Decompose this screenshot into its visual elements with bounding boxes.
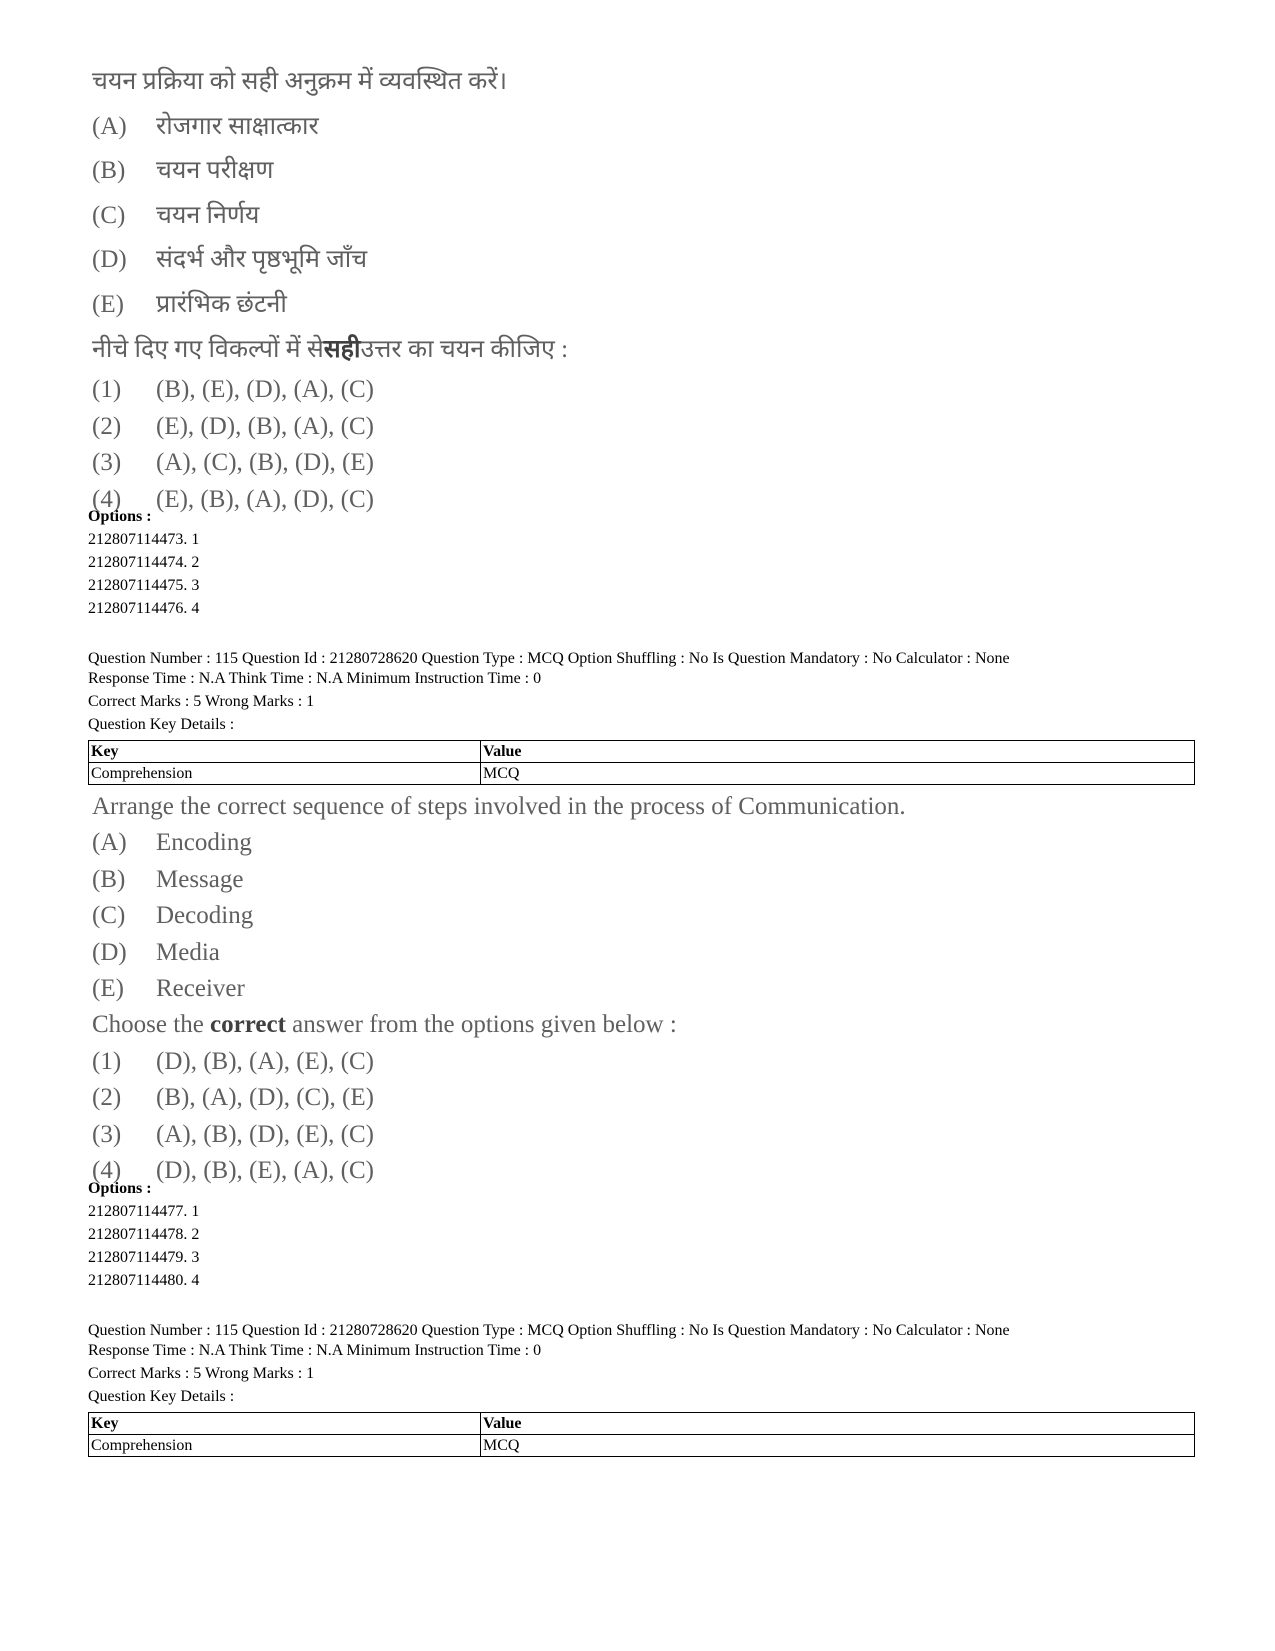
- choice-item: [92, 1044, 906, 1080]
- cell-key: Comprehension: [89, 1435, 481, 1457]
- item-text: Decoding: [156, 902, 254, 930]
- item-label: (B): [92, 865, 126, 893]
- choice-item: [92, 1117, 906, 1153]
- item-text: संदर्भ और पृष्ठभूमि जाँच: [156, 246, 368, 274]
- question-stem: Arrange the correct sequence of steps involved in the process of Communication.: [92, 793, 906, 820]
- option-id: 212807114477. 1: [88, 1203, 200, 1220]
- choice-label: (2): [92, 1084, 122, 1112]
- choice-item: [92, 409, 568, 446]
- item-label: (A): [92, 829, 127, 857]
- item-label: (E): [92, 290, 124, 318]
- item-text: प्रारंभिक छंटनी: [156, 290, 287, 318]
- cell-key: Comprehension: [89, 763, 481, 785]
- table-header-row: [89, 741, 1195, 763]
- option-id: 212807114479. 3: [88, 1249, 200, 1266]
- response-time-line: Response Time : N.A Think Time : N.A Minimum Instruction Time : 0: [88, 670, 542, 687]
- question-key-table: [88, 1412, 1195, 1457]
- list-item: [92, 283, 568, 328]
- key-details-heading: Question Key Details :: [88, 1388, 235, 1405]
- question-info-line: Question Number : 115 Question Id : 21280728620 Question Type : MCQ Option Shuffling : No Is Question Mandatory : No Calculator : None: [88, 650, 1010, 667]
- options-block: [88, 1177, 199, 1292]
- option-id: 212807114474. 2: [88, 554, 200, 571]
- question-image-english: [92, 789, 906, 1189]
- item-label: (E): [92, 974, 124, 1002]
- option-id: 212807114473. 1: [88, 531, 200, 548]
- cell-value: MCQ: [481, 1435, 1195, 1457]
- option-id: 212807114476. 4: [88, 600, 200, 617]
- item-text: Receiver: [156, 974, 245, 1002]
- table-row: [89, 763, 1195, 785]
- choice-label: (2): [92, 412, 122, 440]
- option-id: 212807114478. 2: [88, 1226, 200, 1243]
- list-item: [92, 149, 568, 194]
- question-meta: [88, 649, 1010, 735]
- choice-label: (1): [92, 376, 122, 404]
- options-heading: Options :: [88, 1180, 152, 1197]
- list-item: [92, 105, 568, 150]
- marks-line: Correct Marks : 5 Wrong Marks : 1: [88, 1365, 315, 1382]
- options-heading: Options :: [88, 508, 152, 525]
- choice-item: [92, 445, 568, 482]
- question-image-hindi: [92, 60, 568, 519]
- table-header-row: [89, 1413, 1195, 1435]
- response-time-line: Response Time : N.A Think Time : N.A Minimum Instruction Time : 0: [88, 1342, 542, 1359]
- table-row: [89, 1435, 1195, 1457]
- question-info-line: Question Number : 115 Question Id : 21280728620 Question Type : MCQ Option Shuffling : No Is Question Mandatory : No Calculator : None: [88, 1322, 1010, 1339]
- choice-label: (3): [92, 1120, 122, 1148]
- list-item: [92, 238, 568, 283]
- header-key: Key: [89, 741, 481, 763]
- list-item: [92, 898, 906, 934]
- choice-item: [92, 1153, 906, 1189]
- instruction: Choose the correct answer from the options given below :: [92, 1011, 677, 1039]
- item-label: (D): [92, 246, 127, 274]
- option-id: 212807114480. 4: [88, 1272, 200, 1289]
- choice-text: (E), (B), (A), (D), (C): [156, 485, 374, 513]
- choice-label: (4): [92, 485, 122, 513]
- item-text: चयन निर्णय: [156, 201, 260, 229]
- instruction: नीचे दिए गए विकल्पों में से सही उत्तर का चयन कीजिए :: [92, 335, 569, 363]
- item-label: (D): [92, 938, 127, 966]
- list-item: [92, 862, 906, 898]
- item-text: Encoding: [156, 829, 252, 857]
- item-text: Media: [156, 938, 220, 966]
- key-details-heading: Question Key Details :: [88, 716, 235, 733]
- header-value: Value: [481, 1413, 1195, 1435]
- options-block: [88, 505, 199, 620]
- question-meta: [88, 1321, 1010, 1407]
- question-stem: चयन प्रक्रिया को सही अनुक्रम में व्यवस्थित करें।: [92, 68, 508, 95]
- question-key-table: [88, 740, 1195, 785]
- choice-text: (E), (D), (B), (A), (C): [156, 412, 374, 440]
- choice-item: [92, 1080, 906, 1116]
- item-text: रोजगार साक्षात्कार: [156, 112, 319, 140]
- choice-text: (A), (C), (B), (D), (E): [156, 449, 374, 477]
- item-text: Message: [156, 865, 244, 893]
- item-label: (C): [92, 201, 126, 229]
- choice-text: (A), (B), (D), (E), (C): [156, 1120, 374, 1148]
- choice-text: (B), (A), (D), (C), (E): [156, 1084, 374, 1112]
- choice-label: (3): [92, 449, 122, 477]
- list-item: [92, 935, 906, 971]
- item-label: (B): [92, 157, 126, 185]
- list-item: [92, 825, 906, 861]
- choice-label: (1): [92, 1047, 122, 1075]
- header-value: Value: [481, 741, 1195, 763]
- item-text: चयन परीक्षण: [156, 157, 274, 185]
- item-label: (A): [92, 112, 127, 140]
- marks-line: Correct Marks : 5 Wrong Marks : 1: [88, 693, 315, 710]
- list-item: [92, 971, 906, 1007]
- choice-text: (D), (B), (A), (E), (C): [156, 1047, 374, 1075]
- choice-item: [92, 372, 568, 409]
- option-id: 212807114475. 3: [88, 577, 200, 594]
- item-label: (C): [92, 902, 126, 930]
- header-key: Key: [89, 1413, 481, 1435]
- choice-label: (4): [92, 1156, 122, 1184]
- choice-text: (D), (B), (E), (A), (C): [156, 1156, 374, 1184]
- cell-value: MCQ: [481, 763, 1195, 785]
- list-item: [92, 194, 568, 239]
- choice-text: (B), (E), (D), (A), (C): [156, 376, 374, 404]
